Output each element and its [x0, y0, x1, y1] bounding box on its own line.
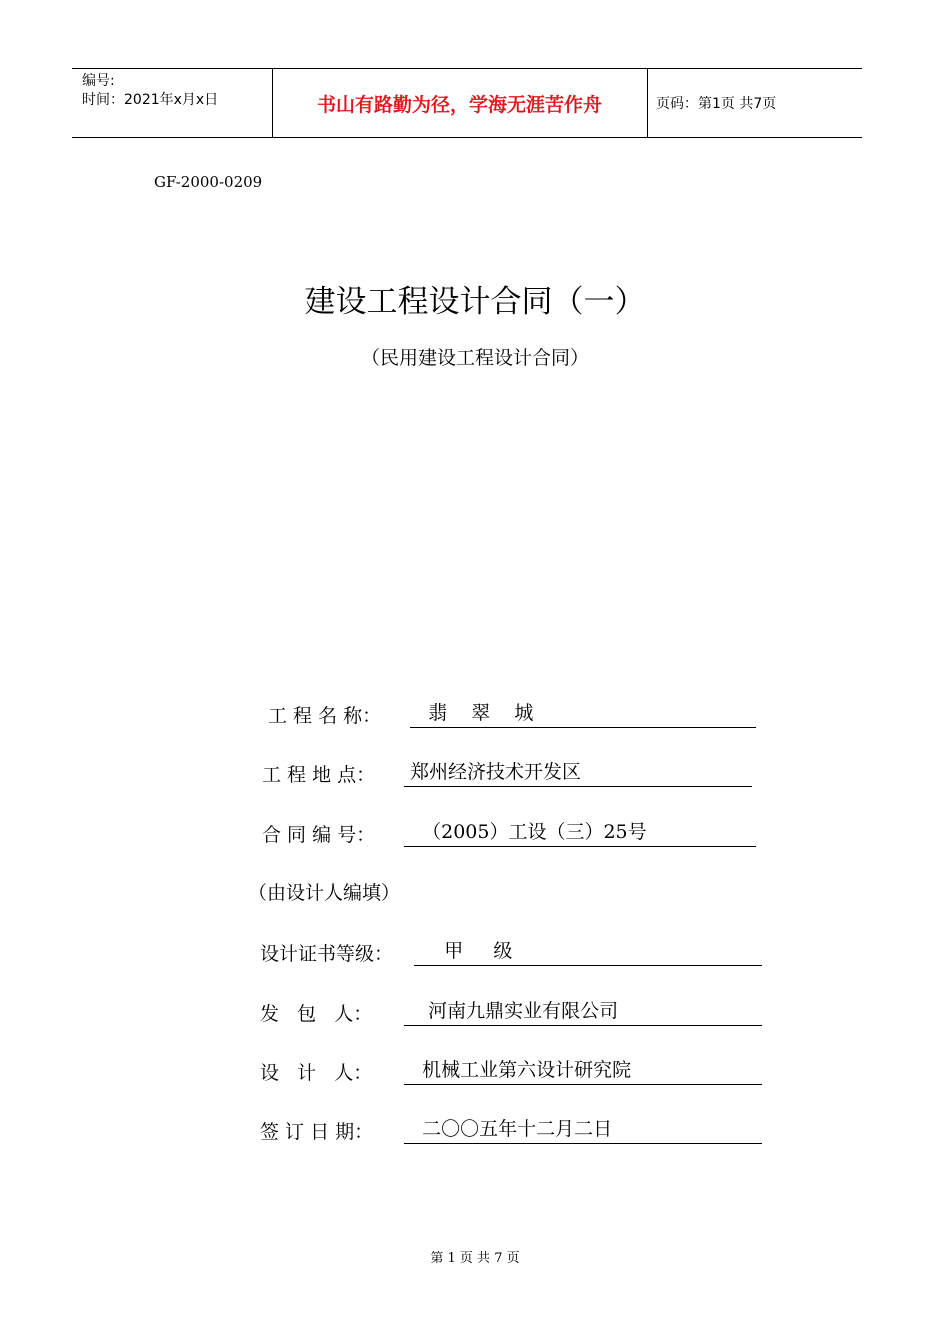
note-designer-fill: （由设计人编填） [248, 882, 401, 904]
header-meta [82, 72, 218, 110]
document-code: GF-2000-0209 [154, 173, 263, 191]
field-cert-grade [260, 936, 513, 966]
page-header [72, 68, 862, 138]
field-designer [260, 1055, 632, 1085]
field-value: 甲 级 [414, 936, 762, 966]
field-label: 发 包 人： [260, 1003, 373, 1025]
field-project-location [262, 757, 582, 787]
field-contract-no [262, 817, 647, 847]
field-value: 翡 翠 城 [410, 698, 756, 728]
header-motto: 书山有路勤为径，学海无涯苦作舟 [316, 93, 602, 116]
field-label: 工 程 名 称： [268, 705, 382, 727]
field-label: 工 程 地 点： [262, 764, 376, 786]
field-label: 设 计 人： [260, 1062, 373, 1084]
header-page-info: 页码：第1页 共7页 [656, 96, 777, 112]
field-value: 二〇〇五年十二月二日 [404, 1114, 762, 1144]
field-value: （2005）工设（三）25号 [404, 817, 756, 847]
field-label: 签 订 日 期： [260, 1121, 374, 1143]
field-sign-date [260, 1114, 613, 1144]
field-label: 设计证书等级： [260, 943, 394, 965]
time-label: 时间：2021年x月x日 [82, 92, 219, 108]
field-label: 合 同 编 号： [262, 824, 376, 846]
field-project-name [268, 698, 534, 728]
header-divider [647, 69, 648, 137]
field-value: 郑州经济技术开发区 [404, 757, 752, 787]
number-label: 编号: [82, 73, 115, 89]
field-value: 机械工业第六设计研究院 [404, 1055, 762, 1085]
document-subtitle: （民用建设工程设计合同） [360, 347, 589, 369]
field-value: 河南九鼎实业有限公司 [404, 996, 762, 1026]
field-contractor [260, 996, 619, 1026]
page-footer: 第 1 页 共 7 页 [430, 1251, 520, 1266]
document-title: 建设工程设计合同（一） [304, 284, 646, 320]
